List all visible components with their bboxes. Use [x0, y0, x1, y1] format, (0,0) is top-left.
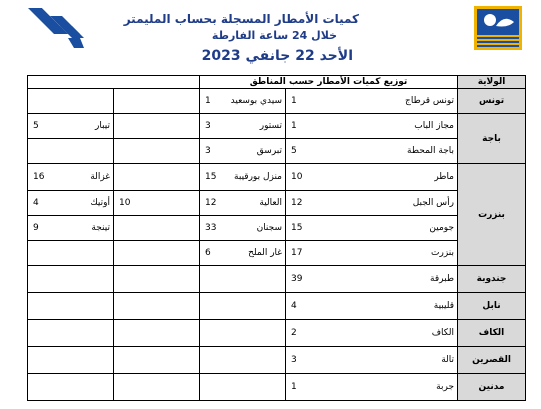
cell-r9-c3 [28, 319, 114, 346]
cell-r8-c3 [28, 292, 114, 319]
cell-r1-c2 [114, 114, 200, 139]
cell-r9-c1 [200, 319, 286, 346]
cell-r4-c3: 4 أوتيك [28, 191, 114, 216]
cell-r6-c1: 6 غار الملح [200, 241, 286, 266]
cell-r0-c0: 1 تونس قرطاج [286, 89, 458, 114]
governorate-header: الولاية [458, 76, 526, 89]
cell-r7-c2 [114, 265, 200, 292]
page-title: كميات الأمطار المسجلة بحساب المليمتر [123, 12, 359, 26]
governorate-medenine: مدنين [458, 373, 526, 400]
cell-r10-c3 [28, 346, 114, 373]
cell-r5-c0: 15 جومين [286, 216, 458, 241]
cell-r4-c2: 10 [114, 191, 200, 216]
cell-r6-c2 [114, 241, 200, 266]
governorate-kef: الكاف [458, 319, 526, 346]
cell-r1-c0: 1 مجاز الباب [286, 114, 458, 139]
governorate-bizerte: بنزرت [458, 164, 526, 266]
cell-r10-c1 [200, 346, 286, 373]
cell-r4-c0: 12 رأس الجبل [286, 191, 458, 216]
cell-r3-c0: 10 ماطر [286, 164, 458, 191]
meteo-emblem-icon [474, 6, 522, 50]
cell-r7-c0: 39 طبرقة [286, 265, 458, 292]
governorate-kasserine: القصرين [458, 346, 526, 373]
blank-header-cell [28, 76, 200, 89]
cell-r5-c2 [114, 216, 200, 241]
cell-r10-c0: 3 تالة [286, 346, 458, 373]
cell-r7-c1 [200, 265, 286, 292]
cell-r5-c1: 33 سجنان [200, 216, 286, 241]
cell-r3-c3: 16 غزالة [28, 164, 114, 191]
distribution-header: توزيع كميات الأمطار حسب المناطق [200, 76, 458, 89]
cell-r3-c1: 15 منزل بورقيبة [200, 164, 286, 191]
diagonal-stripes-logo-icon [28, 8, 84, 48]
cell-r7-c3 [28, 265, 114, 292]
cell-r9-c2 [114, 319, 200, 346]
cell-r9-c0: 2 الكاف [286, 319, 458, 346]
cell-r11-c0: 1 جربة [286, 373, 458, 400]
governorate-nabeul: نابل [458, 292, 526, 319]
cell-r0-c3 [28, 89, 114, 114]
cell-r8-c0: 4 قليبية [286, 292, 458, 319]
cell-r5-c3: 9 تينجة [28, 216, 114, 241]
cell-r11-c2 [114, 373, 200, 400]
cell-r10-c2 [114, 346, 200, 373]
cell-r6-c3 [28, 241, 114, 266]
cell-r0-c2 [114, 89, 200, 114]
governorate-tunis: تونس [458, 89, 526, 114]
cell-r1-c3: 5 تيبار [28, 114, 114, 139]
page-subtitle: خلال 24 ساعة الفارطة [211, 29, 337, 42]
governorate-jendouba: جندوبة [458, 265, 526, 292]
cell-r0-c1: 1 سيدي بوسعيد [200, 89, 286, 114]
cell-r11-c1 [200, 373, 286, 400]
report-date: الأحد 22 جانفي 2023 [201, 48, 353, 64]
cell-r8-c2 [114, 292, 200, 319]
rainfall-table [27, 75, 526, 401]
cell-r1-c1: 3 تستور [200, 114, 286, 139]
cell-r6-c0: 17 بنزرت [286, 241, 458, 266]
cell-r2-c0: 5 باجة المحطة [286, 139, 458, 164]
cell-r2-c3 [28, 139, 114, 164]
cell-r11-c3 [28, 373, 114, 400]
cell-r2-c2 [114, 139, 200, 164]
cell-r8-c1 [200, 292, 286, 319]
cell-r4-c1: 12 العالية [200, 191, 286, 216]
cell-r3-c2 [114, 164, 200, 191]
governorate-beja: باجة [458, 114, 526, 164]
cell-r2-c1: 3 تبرسق [200, 139, 286, 164]
page-header [0, 0, 541, 70]
